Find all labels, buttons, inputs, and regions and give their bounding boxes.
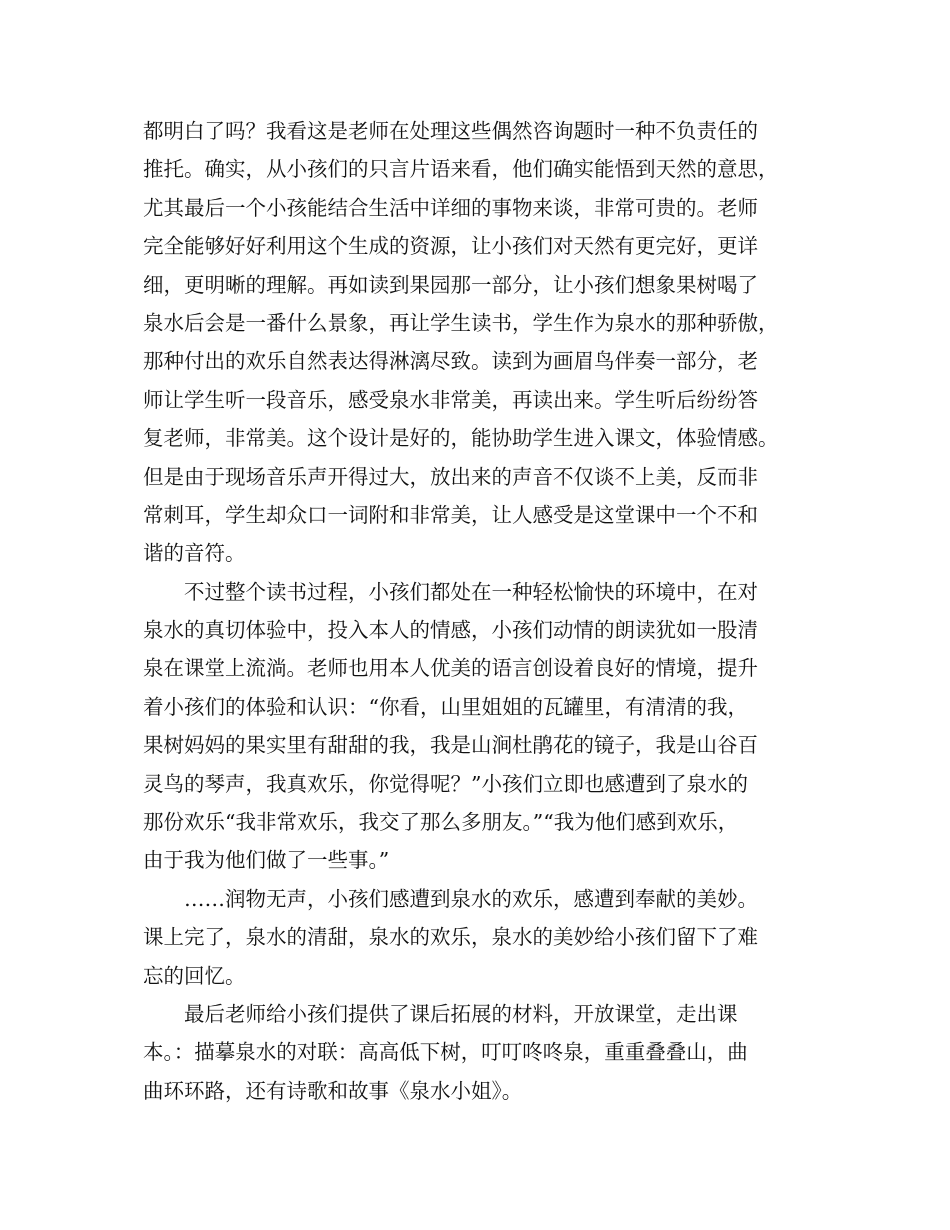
text-line: 本。：描摹泉水的对联：高高低下树，叮叮咚咚泉，重重叠叠山，曲 (143, 1040, 748, 1065)
paragraph-2 (143, 573, 828, 880)
paragraph-3 (143, 880, 828, 995)
text-line: 曲环环路，还有诗歌和故事《泉水小姐》。 (143, 1078, 523, 1103)
text-line: 尤其最后一个小孩能结合生活中详细的事物来谈，非常可贵的。老师 (143, 195, 758, 220)
text-line: 完全能够好好利用这个生成的资源，让小孩们对天然有更完好，更详 (143, 234, 758, 259)
document-body (143, 112, 828, 1110)
text-line: ……润物无声，小孩们感遭到泉水的欢乐，感遭到奉献的美妙。 (184, 886, 758, 911)
text-line: 由于我为他们做了一些事。” (143, 848, 390, 873)
text-line: 但是由于现场音乐声开得过大，放出来的声音不仅谈不上美，反而非 (143, 464, 758, 489)
text-line: 灵鸟的琴声，我真欢乐，你觉得呢？”小孩们立即也感遭到了泉水的 (143, 771, 748, 796)
text-line: 那份欢乐“我非常欢乐，我交了那么多朋友。”“我为他们感到欢乐， (143, 810, 739, 835)
text-line: 复老师，非常美。这个设计是好的，能协助学生进入课文，体验情感。 (143, 426, 779, 451)
text-line: 常刺耳，学生却众口一词附和非常美，让人感受是这堂课中一个不和 (143, 502, 758, 527)
text-line: 谐的音符。 (143, 541, 246, 566)
text-line: 泉水的真切体验中，投入本人的情感，小孩们动情的朗读犹如一股清 (143, 618, 758, 643)
text-line: 都明白了吗？我看这是老师在处理这些偶然咨询题时一种不负责任的 (143, 119, 758, 143)
text-line: 推托。确实，从小孩们的只言片语来看，他们确实能悟到天然的意思， (143, 157, 779, 182)
paragraph-4 (143, 995, 828, 1110)
text-line: 着小孩们的体验和认识：“你看，山里姐姐的瓦罐里，有清清的我， (143, 694, 748, 719)
text-line: 泉水后会是一番什么景象，再让学生读书，学生作为泉水的那种骄傲， (143, 310, 779, 335)
text-line: 师让学生听一段音乐，感受泉水非常美，再读出来。学生听后纷纷答 (143, 387, 758, 412)
paragraph-1 (143, 112, 828, 573)
text-line: 泉在课堂上流淌。老师也用本人优美的语言创设着良好的情境，提升 (143, 656, 758, 681)
text-line: 最后老师给小孩们提供了课后拓展的材料，开放课堂，走出课 (184, 1001, 738, 1026)
text-line: 课上完了，泉水的清甜，泉水的欢乐，泉水的美妙给小孩们留下了难 (143, 925, 758, 950)
text-line: 不过整个读书过程，小孩们都处在一种轻松愉快的环境中，在对 (184, 579, 758, 604)
text-line: 果树妈妈的果实里有甜甜的我，我是山涧杜鹃花的镜子，我是山谷百 (143, 733, 758, 758)
text-line: 细，更明晰的理解。再如读到果园那一部分，让小孩们想象果树喝了 (143, 272, 758, 297)
text-line: 忘的回忆。 (143, 963, 246, 988)
text-line: 那种付出的欢乐自然表达得淋漓尽致。读到为画眉鸟伴奏一部分，老 (143, 349, 758, 374)
